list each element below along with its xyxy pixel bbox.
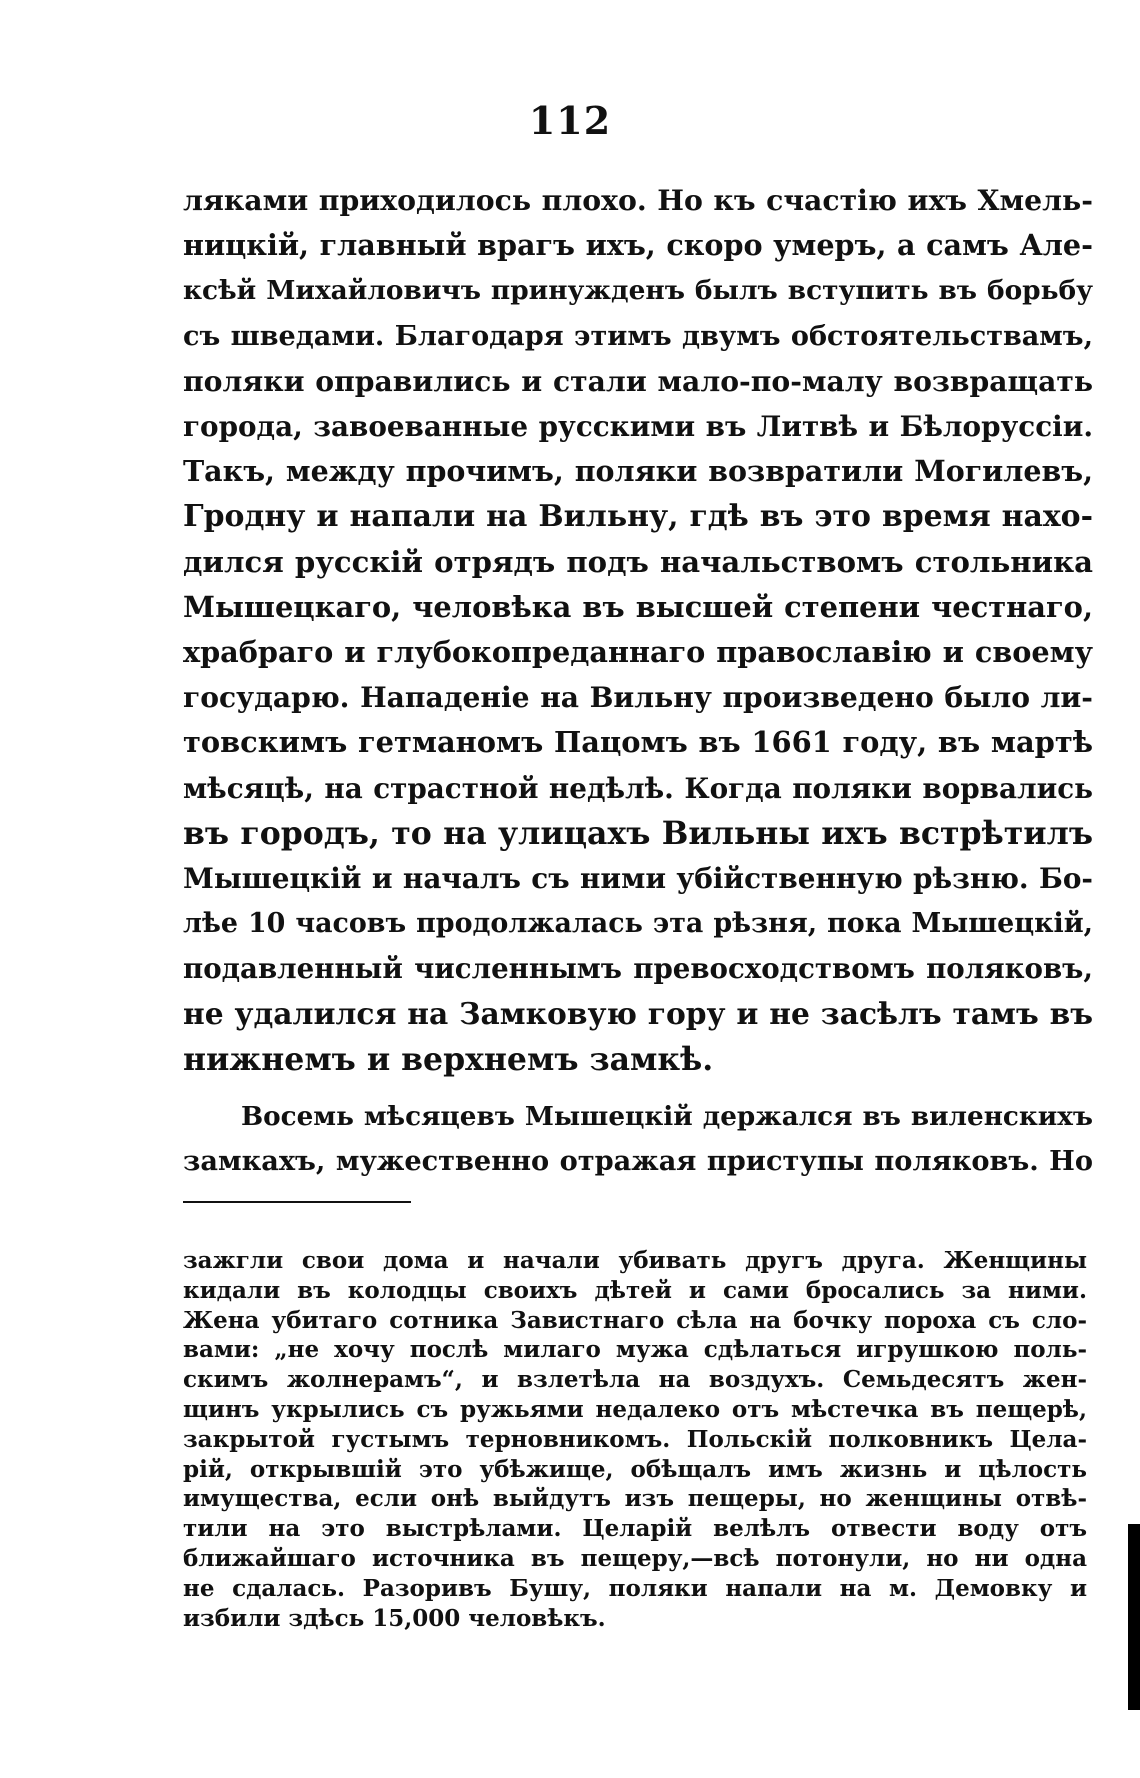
footnote-line: закрытой густымъ терновникомъ. Польскій полковникъ Цела- bbox=[183, 1425, 1087, 1453]
main-line: храбраго и глубокопреданнаго православію и своему bbox=[183, 635, 1093, 670]
main-line: государю. Нападеніе на Вильну произведено было ли- bbox=[183, 681, 1093, 715]
main-line: поляки оправились и стали мало-по-малу возвращать bbox=[183, 364, 1093, 398]
main-line: мѣсяцѣ, на страстной недѣлѣ. Когда поляки ворвались bbox=[183, 771, 1093, 805]
footnote-line: избили здѣсь 15,000 человѣкъ. bbox=[183, 1604, 606, 1632]
footnote-line: не сдалась. Разоривъ Бушу, поляки напали на м. Демовку и bbox=[183, 1574, 1087, 1602]
main-text bbox=[183, 178, 1093, 1184]
footnote-line: кидали въ колодцы своихъ дѣтей и сами бросались за ними. bbox=[183, 1276, 1087, 1304]
main-line: Такъ, между прочимъ, поляки возвратили Могилевъ, bbox=[183, 454, 1093, 489]
main-line: ляками приходилось плохо. Но къ счастію ихъ Хмель- bbox=[183, 183, 1093, 217]
main-line: замкахъ, мужественно отражая приступы поляковъ. Но bbox=[183, 1145, 1093, 1178]
main-line: Восемь мѣсяцевъ Мышецкій держался въ виленскихъ bbox=[241, 1101, 1093, 1133]
main-line: города, завоеванные русскими въ Литвѣ и Бѣлоруссіи. bbox=[183, 410, 1093, 444]
main-line: подавленный численнымъ превосходствомъ поляковъ, bbox=[183, 952, 1093, 986]
footnote-line: скимъ жолнерамъ“, и взлетѣла на воздухъ. Семьдесятъ жен- bbox=[183, 1366, 1087, 1394]
main-line: лѣе 10 часовъ продолжалась эта рѣзня, пока Мышецкій, bbox=[183, 908, 1093, 940]
paragraph-gap bbox=[183, 1082, 1093, 1094]
main-line: не удалился на Замковую гору и не засѣлъ тамъ въ bbox=[183, 996, 1093, 1032]
footnote-separator bbox=[183, 1201, 411, 1203]
page-number: 112 bbox=[528, 98, 612, 143]
footnote-line: вами: „не хочу послѣ милаго мужа сдѣлаться игрушкою поль- bbox=[183, 1336, 1087, 1364]
main-line: въ городъ, то на улицахъ Вильны ихъ встрѣтилъ bbox=[183, 814, 1093, 852]
main-line: нижнемъ и верхнемъ замкѣ. bbox=[183, 1040, 714, 1078]
main-line: ксѣй Михайловичъ принужденъ былъ вступить въ борьбу bbox=[183, 275, 1093, 307]
main-line: ницкій, главный врагъ ихъ, скоро умеръ, а самъ Але- bbox=[183, 228, 1093, 263]
footnote-line: зажгли свои дома и начали убивать другъ друга. Женщины bbox=[183, 1247, 1087, 1274]
main-line: дился русскій отрядъ подъ начальствомъ стольника bbox=[183, 544, 1093, 579]
main-line: Мышецкаго, человѣка въ высшей степени честнаго, bbox=[183, 589, 1093, 624]
scan-edge-mark bbox=[1128, 1524, 1140, 1710]
footnote-line: тили на это выстрѣлами. Целарій велѣлъ отвести воду отъ bbox=[183, 1515, 1087, 1543]
footnote-text bbox=[183, 1246, 1087, 1633]
footnote-line: имущества, если онѣ выйдутъ изъ пещеры, но женщины отвѣ- bbox=[183, 1485, 1087, 1513]
footnote-line: рій, открывшій это убѣжище, обѣщалъ имъ жизнь и цѣлость bbox=[183, 1455, 1087, 1483]
footnote-line: ближайшаго источника въ пещеру,—всѣ потонули, но ни одна bbox=[183, 1544, 1087, 1572]
main-line: Гродну и напали на Вильну, гдѣ въ это время нахо- bbox=[183, 499, 1093, 535]
footnote-line: щинъ укрылись съ ружьями недалеко отъ мѣстечка въ пещерѣ, bbox=[183, 1395, 1087, 1423]
main-line: съ шведами. Благодаря этимъ двумъ обстоятельствамъ, bbox=[183, 320, 1093, 352]
main-line: Мышецкій и началъ съ ними убійственную рѣзню. Бо- bbox=[183, 862, 1093, 896]
footnote-line: Жена убитаго сотника Завистнаго сѣла на бочку пороха съ сло- bbox=[183, 1306, 1087, 1334]
main-line: товскимъ гетманомъ Пацомъ въ 1661 году, въ мартѣ bbox=[183, 725, 1093, 760]
